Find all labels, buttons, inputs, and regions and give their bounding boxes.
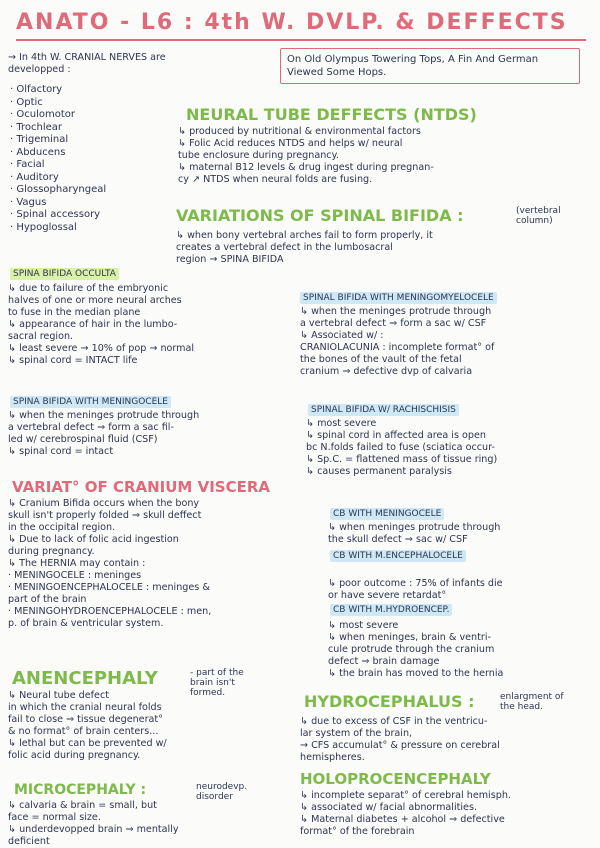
anencephaly-side: - part of the brain isn't formed. <box>190 668 244 698</box>
anencephaly-body: ↳ Neural tube defect in which the cranial neural folds fail to close ⇒ tissue degenerat° & no format° of brain centers... ↳ lethal but can be prevented w/ folic acid during pregnancy. <box>8 690 167 761</box>
list-item: · Auditory <box>10 171 59 183</box>
microcephaly-body: ↳ calvaria & brain = small, but face = normal size. ↳ underdevopped brain ⇒ mentally deficient <box>8 800 179 847</box>
meningocele-body: ↳ when the meninges protrude through a vertebral defect ⇒ form a sac fil- led w/ cerebrospinal fluid (CSF) ↳ spinal cord = intact <box>8 410 200 457</box>
meningocele-label: SPINA BIFIDA WITH MENINGOCELE <box>10 396 171 408</box>
list-item: · Spinal accessory <box>10 209 101 220</box>
cranium-body: ↳ Cranium Bifida occurs when the bony skull isn't properly folded ⇒ skull deffect in the occipital region. ↳ Due to lack of folic acid ingestion during pregnancy. ↳ The HERNIA may contain : · MENINGOCELE : meninges · MENINGOENCEPHALOCELE : meninges & part of the brain · MENINGOHYDROENCEPHALOCELE : men, p. of brain & ventricular system. <box>8 498 212 629</box>
page-title: ANATO - L6 : 4th W. DVLP. & DEFFECTS <box>16 10 586 41</box>
cb-mencephalocele-body: ↳ poor outcome : 75% of infants die or have severe retardat° <box>328 578 503 601</box>
list-item: · Glossopharyngeal <box>10 184 107 195</box>
list-item: · Oculomotor <box>10 109 75 120</box>
cb-meningocele-label: CB WITH MENINGOCELE <box>330 508 444 520</box>
meningomyelocele-label: SPINAL BIFIDA WITH MENINGOMYELOCELE <box>300 292 497 304</box>
cb-meningocele-body: ↳ when meninges protrude through the skull defect ⇒ sac w/ CSF <box>328 522 501 545</box>
cranium-heading: VARIAT° OF CRANIUM VISCERA <box>12 478 270 496</box>
intro-text: → In 4th W. CRANIAL NERVES are developped : <box>8 52 166 75</box>
microcephaly-side: neurodevp. disorder <box>196 782 248 802</box>
variations-body: ↳ when bony vertebral arches fail to form properly, it creates a vertebral defect in the lumbosacral region → SPINA BIFIDA <box>176 230 433 265</box>
holoprosencephaly-heading: HOLOPROCENCEPHALY <box>300 770 491 788</box>
occulta-body: ↳ due to failure of the embryonic halves of one or more neural arches to fuse in the median plane ↳ appearance of hair in the lumbo- sacral region. ↳ least severe → 10% of pop → normal ↳ spinal cord = INTACT life <box>8 283 195 366</box>
cb-hydrocep-body: ↳ most severe ↳ when meninges, brain & ventri- cule protrude through the cranium defect ⇒ brain damage ↳ the brain has moved to the hernia <box>328 620 504 679</box>
mnemonic-box: On Old Olympus Towering Tops, A Fin And German Viewed Some Hops. <box>280 48 580 84</box>
variations-heading: VARIATIONS OF SPINAL BIFIDA : <box>176 206 464 225</box>
rachischisis-body: ↳ most severe ↳ spinal cord in affected area is open bc N.folds failed to fuse (sciatica occur- ↳ Sp.C. = flattened mass of tissue ring) ↳ causes permanent paralysis <box>306 418 498 477</box>
list-item: · Trigeminal <box>10 134 69 145</box>
cb-hydrocep-label: CB WITH M.HYDROENCEP. <box>330 604 452 616</box>
microcephaly-heading: MICROCEPHALY : <box>14 782 147 798</box>
rachischisis-label: SPINAL BIFIDA W/ RACHISCHISIS <box>308 404 459 416</box>
holoprosencephaly-body: ↳ incomplete separat° of cerebral hemisph. ↳ associated w/ facial abnormalities. ↳ Maternal diabetes + alcohol ⇒ defective format° of the forebrain <box>300 790 511 837</box>
hydrocephalus-heading: HYDROCEPHALUS : <box>304 692 475 711</box>
list-item: · Trochlear <box>10 121 63 133</box>
meningomyelocele-body: ↳ when the meninges protrude through a vertebral defect ⇒ form a sac w/ CSF ↳ Associated w/ : CRANIOLACUNIA : incomplete format° of the bones of the vault of the fetal cranium ⇒ defective dvp of calvaria <box>300 306 495 377</box>
list-item: · Abducens <box>10 146 66 158</box>
cb-mencephalocele-label: CB WITH M.ENCEPHALOCELE <box>330 550 466 562</box>
ntd-heading: NEURAL TUBE DEFFECTS (NTDS) <box>186 105 477 124</box>
list-item: · Vagus <box>10 196 47 208</box>
anencephaly-heading: ANENCEPHALY <box>12 668 158 689</box>
ntd-body: ↳ produced by nutritional & environmental factors ↳ Folic Acid reduces NTDS and helps w/ neural tube enclosure during pregnancy. ↳ maternal B12 levels & drug ingest during pregnan- cy ↗ NTDS when neural folds are fusing. <box>178 126 434 185</box>
hydrocephalus-side: enlargment of the head. <box>500 692 564 712</box>
variations-sub: (vertebral column) <box>516 206 561 226</box>
hydrocephalus-body: ↳ due to excess of CSF in the ventricu- lar system of the brain, → CFS accumulat° & pressure on cerebral hemispheres. <box>300 716 500 763</box>
list-item: · Optic <box>10 96 43 108</box>
list-item: · Hypoglossal <box>10 221 77 233</box>
cranial-nerves-list <box>10 84 106 234</box>
list-item: · Olfactory <box>10 84 63 95</box>
list-item: · Facial <box>10 159 45 170</box>
occulta-label: SPINA BIFIDA OCCULTA <box>10 268 119 280</box>
